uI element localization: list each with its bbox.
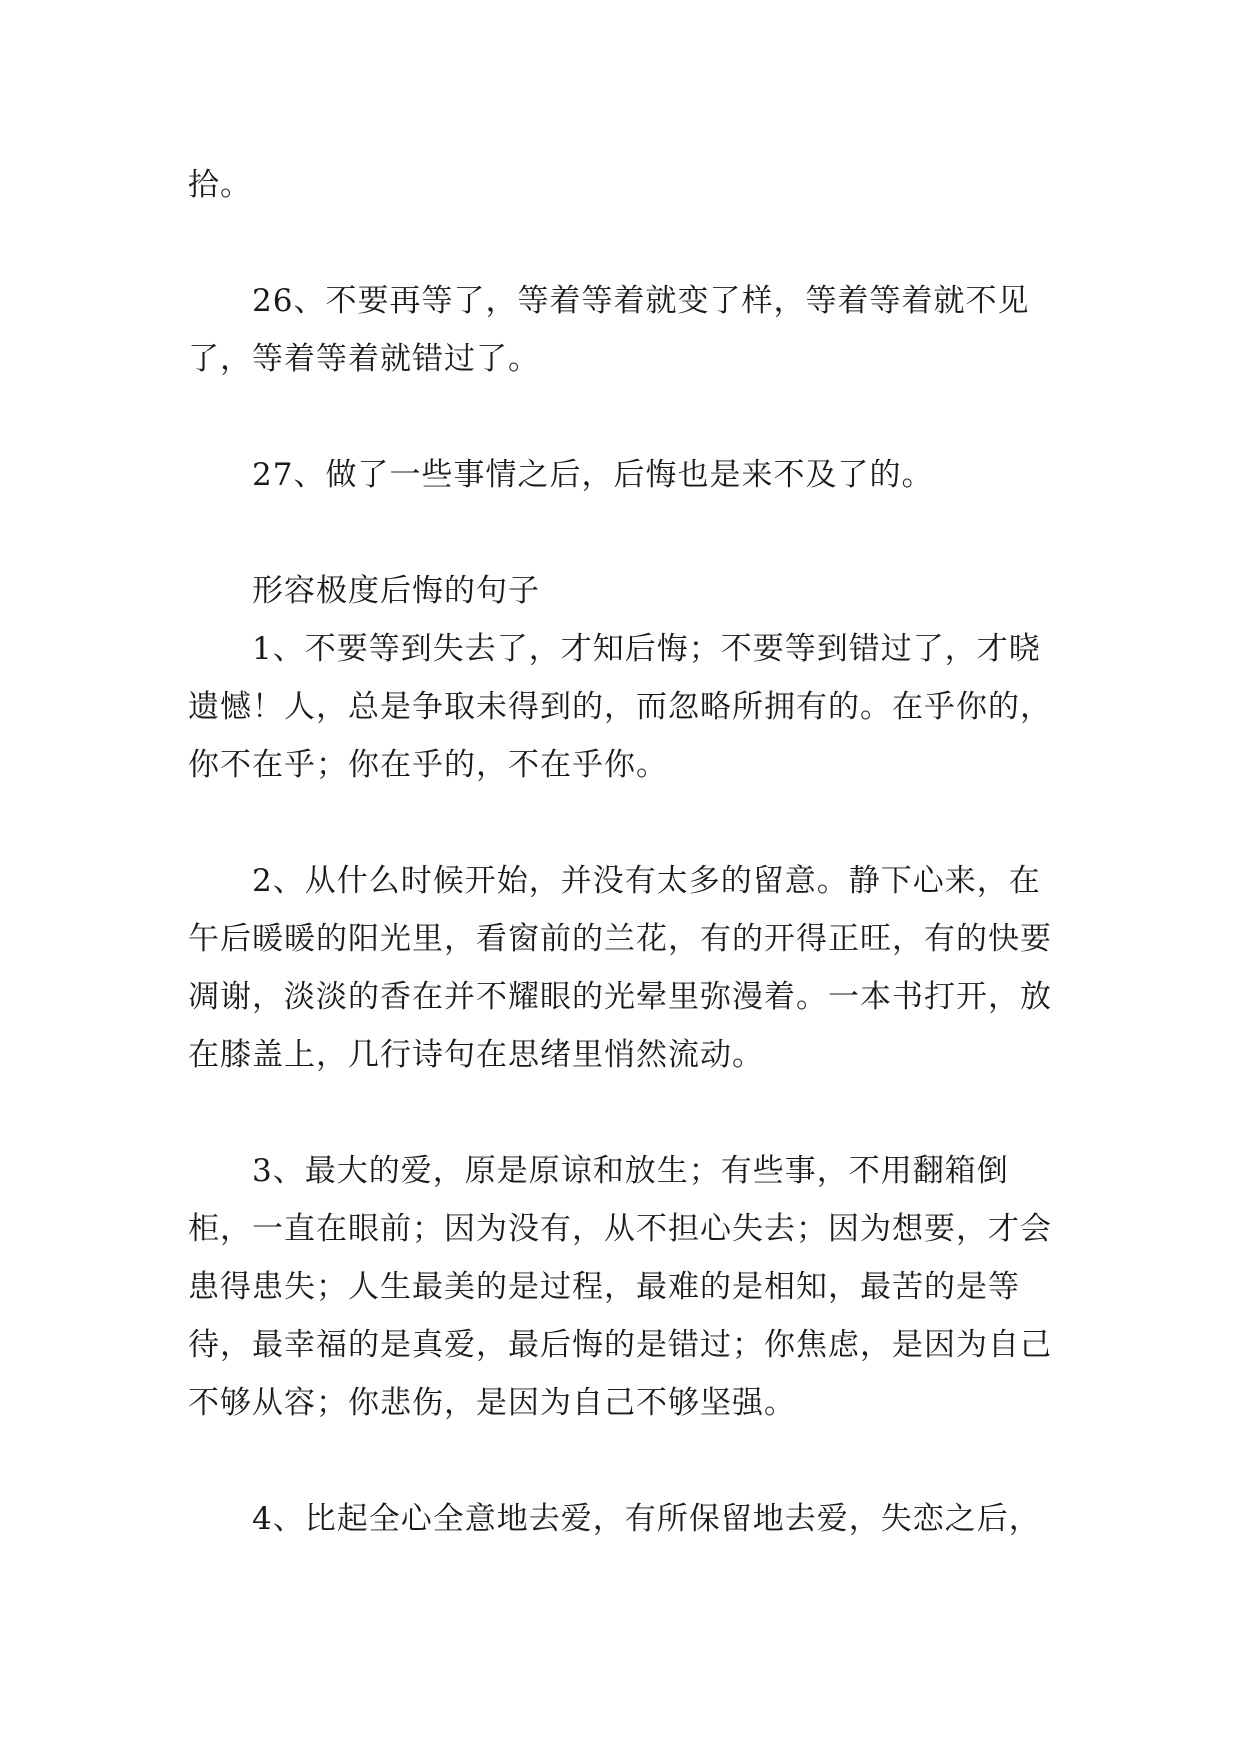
paragraph-item-26: 26、不要再等了，等着等着就变了样，等着等着就不见了，等着等着就错过了。 [188,283,1030,377]
section-title: 形容极度后悔的句子 [252,573,540,609]
paragraph-continuation: 拾。 [188,167,252,203]
paragraph-item-3: 3、最大的爱，原是原谅和放生；有些事，不用翻箱倒柜，一直在眼前；因为没有，从不担心失去；因为想要，才会患得患失；人生最美的是过程，最难的是相知，最苦的是等待，最幸福的是真爱，最后悔的是错过；你焦虑，是因为自己不够从容；你悲伤，是因为自己不够坚强。 [188,1153,1052,1421]
paragraph-item-4: 4、比起全心全意地去爱，有所保留地去爱，失恋之后， [252,1501,1041,1537]
paragraph-item-2: 2、从什么时候开始，并没有太多的留意。静下心来，在午后暖暖的阳光里，看窗前的兰花，有的开得正旺，有的快要凋谢，淡淡的香在并不耀眼的光晕里弥漫着。一本书打开，放在膝盖上，几行诗句在思绪里悄然流动。 [188,863,1052,1073]
paragraph-item-1: 1、不要等到失去了，才知后悔；不要等到错过了，才晓遗憾！人，总是争取未得到的，而忽略所拥有的。在乎你的，你不在乎；你在乎的，不在乎你。 [188,631,1052,783]
paragraph-item-27: 27、做了一些事情之后，后悔也是来不及了的。 [252,457,934,493]
